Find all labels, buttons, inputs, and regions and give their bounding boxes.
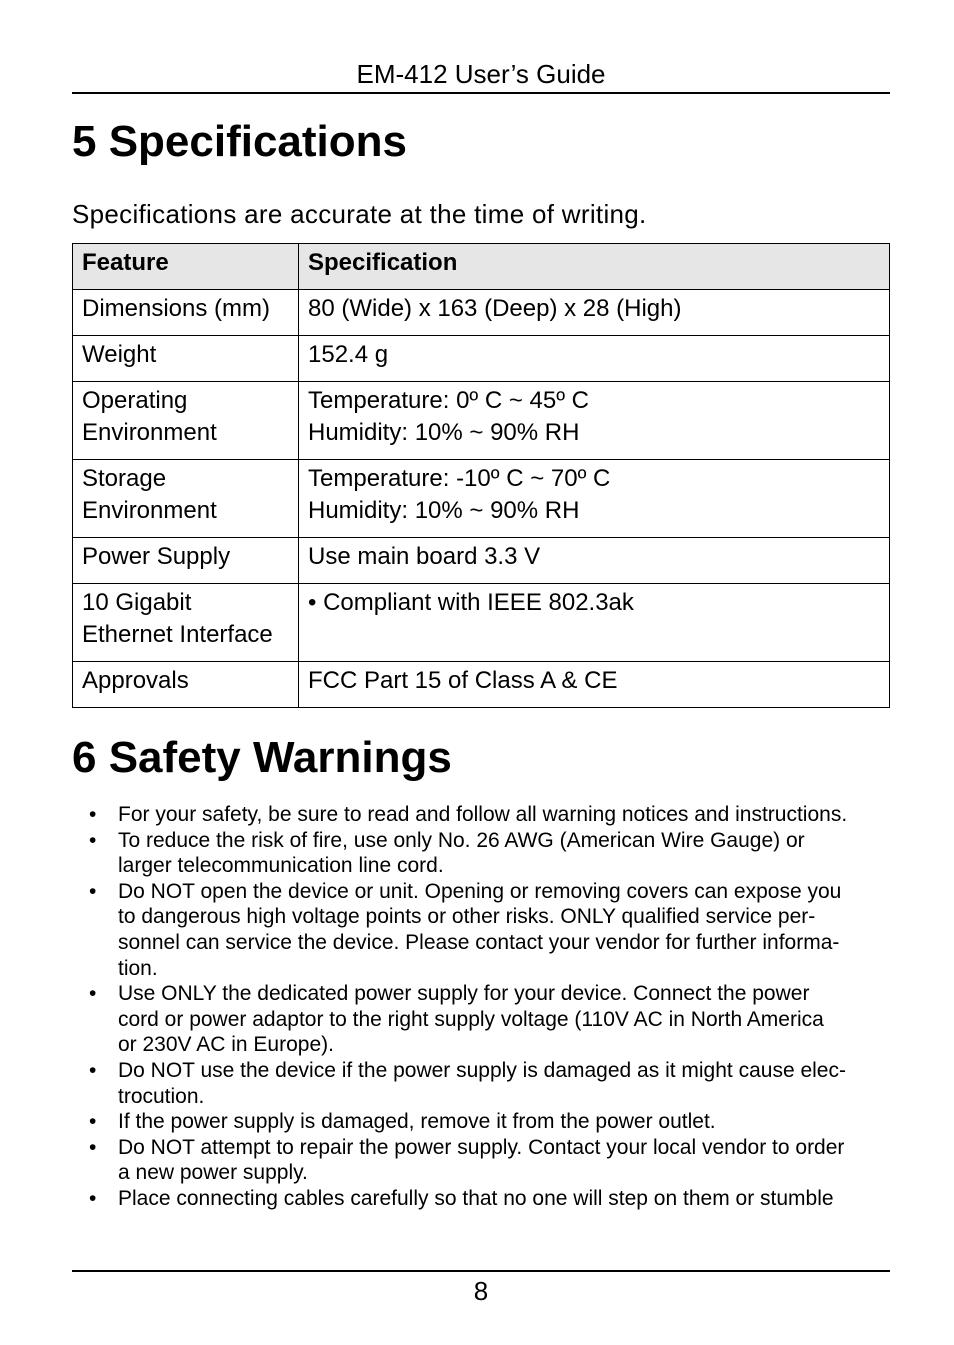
warning-text: or 230V AC in Europe). (118, 1033, 334, 1057)
column-header-specification: Specification (299, 244, 890, 290)
bullet-icon: • (89, 803, 97, 826)
list-item (72, 802, 890, 828)
warning-text: larger telecommunication line cord. (118, 854, 444, 878)
bullet-icon: • (89, 879, 97, 903)
warning-text: to dangerous high voltage points or other risks. ONLY qualified service per- (118, 905, 816, 929)
warning-text: Do NOT open the device or unit. Opening or removing covers can expose you (118, 879, 842, 903)
warning-text: Place connecting cables carefully so that no one will step on them or stumble (118, 1186, 834, 1210)
specification-text: Temperature: 0º C ~ 45º C (308, 387, 589, 414)
specification-text: FCC Part 15 of Class A & CE (308, 667, 618, 694)
specification-cell (299, 460, 890, 538)
list-item (72, 1058, 890, 1109)
specification-text: Humidity: 10% ~ 90% RH (308, 497, 580, 524)
specification-text: 152.4 g (308, 341, 389, 368)
warning-text: trocution. (118, 1084, 205, 1108)
feature-cell (73, 382, 299, 460)
specifications-intro: Specifications are accurate at the time of writing. (72, 199, 647, 229)
feature-text: Power Supply (82, 543, 231, 570)
feature-cell (73, 538, 299, 584)
table-row (73, 460, 890, 538)
section-heading-specifications: 5 Specifications (72, 117, 408, 166)
list-item (72, 1135, 890, 1186)
warning-text: Use ONLY the dedicated power supply for your device. Connect the power (118, 982, 810, 1006)
warning-text: sonnel can service the device. Please contact your vendor for further informa- (118, 930, 840, 954)
list-item (72, 1186, 890, 1212)
warning-text: For your safety, be sure to read and follow all warning notices and instructions. (118, 803, 848, 826)
feature-cell (73, 290, 299, 336)
feature-text: Weight (82, 341, 157, 368)
feature-text: Dimensions (mm) (82, 295, 271, 322)
column-header-feature: Feature (73, 244, 299, 290)
table-row (73, 336, 890, 382)
specification-cell (299, 538, 890, 584)
list-item (72, 879, 890, 981)
bullet-icon: • (89, 982, 97, 1006)
list-item (72, 1109, 890, 1135)
specification-text: Use main board 3.3 V (308, 543, 541, 570)
specification-cell (299, 382, 890, 460)
feature-text: Environment (82, 497, 217, 524)
feature-text: Operating (82, 387, 188, 414)
warning-text: cord or power adaptor to the right supply voltage (110V AC in North America (118, 1007, 824, 1031)
table-row (73, 290, 890, 336)
table-row (73, 584, 890, 662)
safety-warnings-list (72, 802, 890, 1212)
specifications-table-body (73, 290, 890, 708)
feature-text: Ethernet Interface (82, 621, 273, 648)
feature-cell (73, 584, 299, 662)
bullet-icon: • (89, 1058, 97, 1082)
list-item (72, 828, 890, 879)
page-footer (72, 1270, 890, 1310)
warning-text: Do NOT attempt to repair the power supply. Contact your local vendor to order (118, 1135, 845, 1159)
feature-cell (73, 460, 299, 538)
warning-text: a new power supply. (118, 1161, 308, 1185)
warning-text: If the power supply is damaged, remove it from the power outlet. (118, 1110, 716, 1134)
specification-cell (299, 290, 890, 336)
specification-text: 80 (Wide) x 163 (Deep) x 28 (High) (308, 295, 682, 322)
bullet-icon: • (89, 1110, 97, 1134)
specification-text: • Compliant with IEEE 802.3ak (308, 589, 634, 616)
document-title: EM-412 User’s Guide (356, 59, 606, 89)
table-header-row (73, 244, 890, 290)
specification-cell (299, 662, 890, 708)
feature-cell (73, 336, 299, 382)
table-row (73, 382, 890, 460)
section-heading-safety-warnings: 6 Safety Warnings (72, 733, 452, 782)
warning-text: Do NOT use the device if the power supply is damaged as it might cause elec- (118, 1058, 846, 1082)
bullet-icon: • (89, 828, 97, 852)
list-item (72, 981, 890, 1058)
page-number: 8 (473, 1276, 489, 1306)
feature-text: 10 Gigabit (82, 589, 192, 616)
warning-text: To reduce the risk of fire, use only No. 26 AWG (American Wire Gauge) or (118, 828, 805, 852)
specification-cell (299, 336, 890, 382)
table-row (73, 662, 890, 708)
page-header (72, 56, 890, 94)
specification-cell (299, 584, 890, 662)
feature-text: Storage (82, 465, 167, 492)
feature-text: Approvals (82, 667, 189, 694)
feature-text: Environment (82, 419, 217, 446)
warning-text: tion. (118, 956, 158, 980)
bullet-icon: • (89, 1135, 97, 1159)
specification-text: Temperature: -10º C ~ 70º C (308, 465, 611, 492)
table-row (73, 538, 890, 584)
feature-cell (73, 662, 299, 708)
specifications-table (72, 243, 890, 708)
bullet-icon: • (89, 1186, 97, 1210)
specification-text: Humidity: 10% ~ 90% RH (308, 419, 580, 446)
